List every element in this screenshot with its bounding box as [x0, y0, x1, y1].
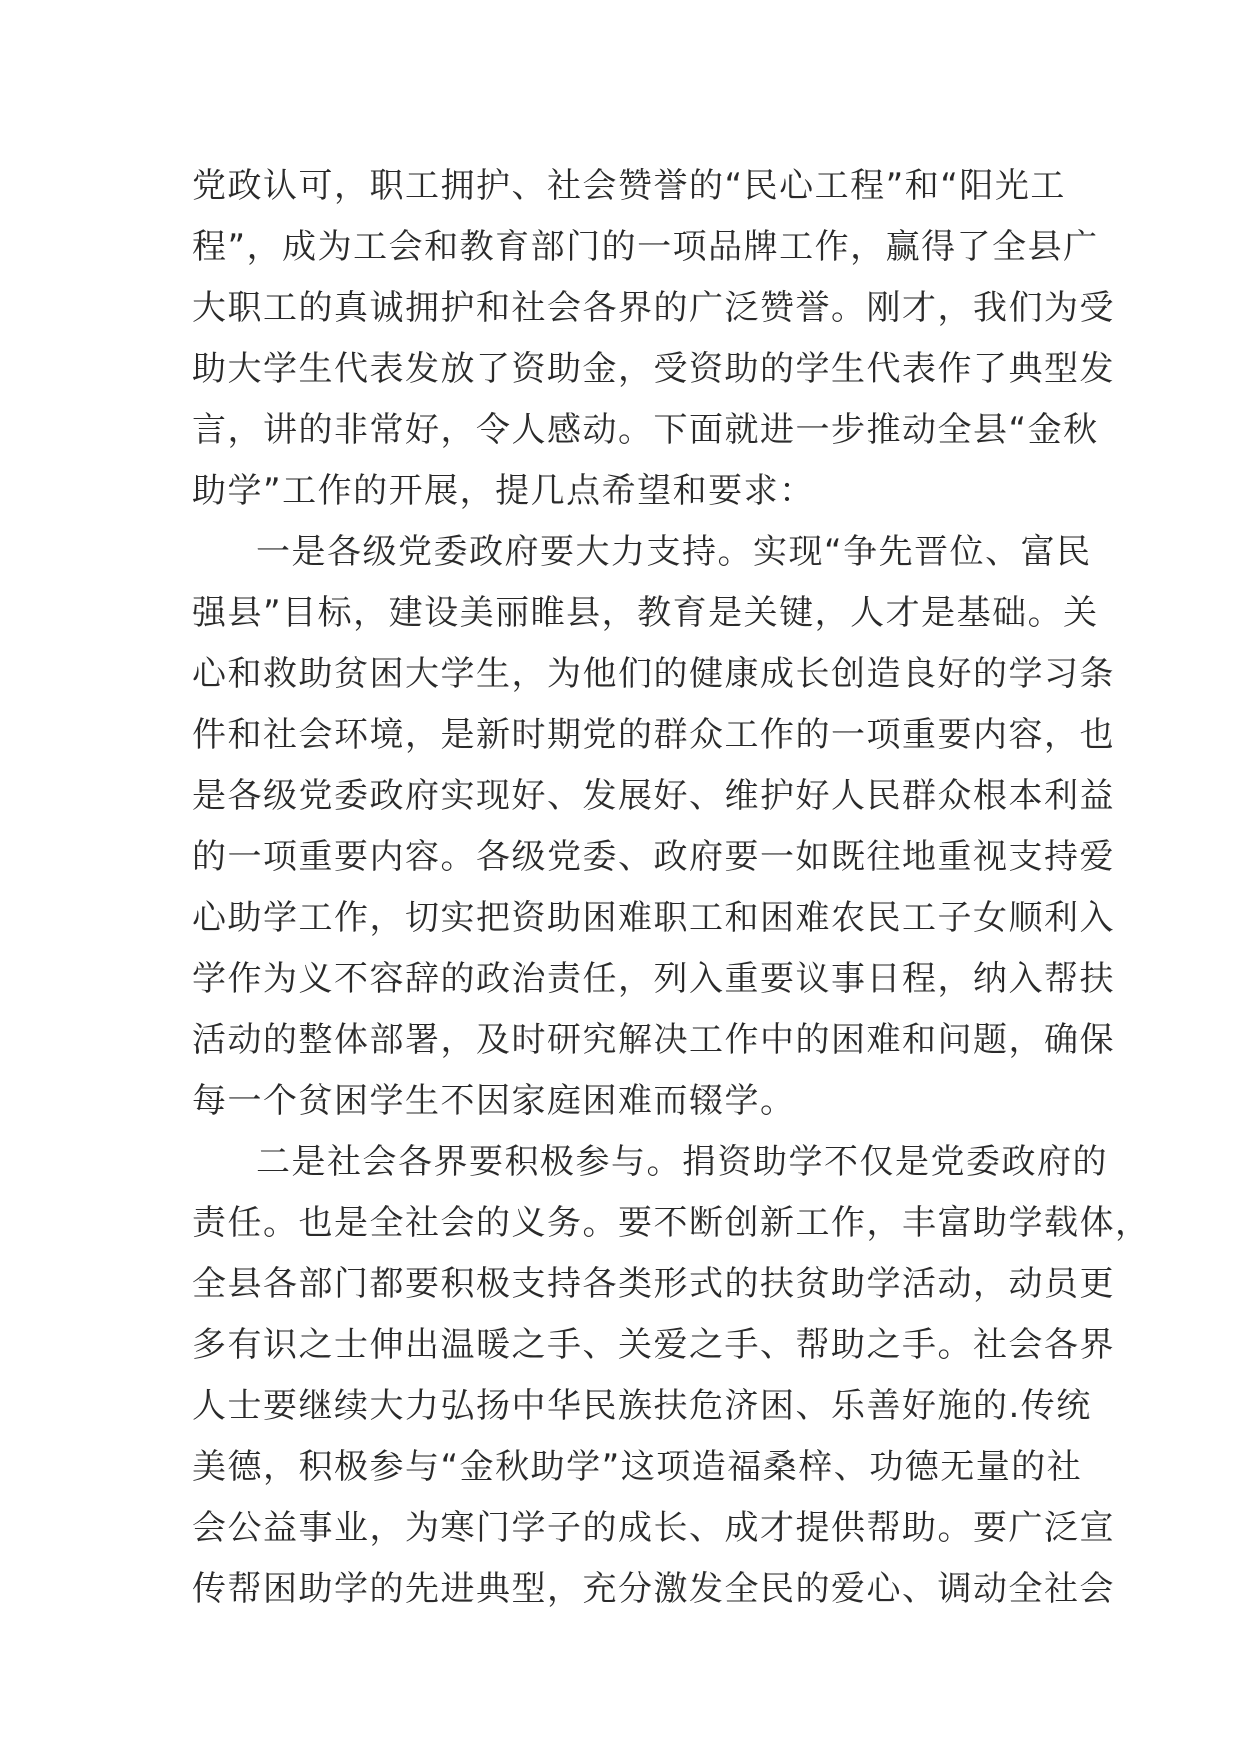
text-line: 全县各部门都要积极支持各类形式的扶贫助学活动，动员更 [192, 1264, 1115, 1304]
text-line: 学作为义不容辞的政治责任，列入重要议事日程，纳入帮扶 [192, 959, 1115, 999]
text-line: 言，讲的非常好，令人感动。下面就进一步推动全县“金秋 [192, 410, 1099, 450]
text-line: 心助学工作，切实把资助困难职工和困难农民工子女顺利入 [192, 898, 1115, 938]
text-line: 助大学生代表发放了资助金，受资助的学生代表作了典型发 [192, 349, 1115, 389]
text-line: 传帮困助学的先进典型，充分激发全民的爱心、调动全社会 [192, 1569, 1115, 1609]
text-line: 党政认可，职工拥护、社会赞誉的“民心工程”和“阳光工 [192, 166, 1066, 206]
text-line: 助学”工作的开展，提几点希望和要求： [192, 471, 815, 511]
text-line: 程”，成为工会和教育部门的一项品牌工作，赢得了全县广 [192, 227, 1099, 267]
text-line: 人士要继续大力弘扬中华民族扶危济困、乐善好施的.传统 [192, 1386, 1092, 1426]
text-line: 责任。也是全社会的义务。要不断创新工作，丰富助学载体， [192, 1203, 1151, 1243]
paragraph-first-line: 二是社会各界要积极参与。捐资助学不仅是党委政府的 [256, 1142, 1108, 1182]
text-line: 会公益事业，为寒门学子的成长、成才提供帮助。要广泛宣 [192, 1508, 1115, 1548]
text-line: 多有识之士伸出温暖之手、关爱之手、帮助之手。社会各界 [192, 1325, 1115, 1365]
text-line: 强县”目标，建设美丽睢县，教育是关键，人才是基础。关 [192, 593, 1099, 633]
paragraph-first-line: 一是各级党委政府要大力支持。实现“争先晋位、富民 [256, 532, 1092, 572]
text-line: 的一项重要内容。各级党委、政府要一如既往地重视支持爱 [192, 837, 1115, 877]
text-line: 大职工的真诚拥护和社会各界的广泛赞誉。刚才，我们为受 [192, 288, 1115, 328]
text-line: 美德，积极参与“金秋助学”这项造福桑梓、功德无量的社 [192, 1447, 1083, 1487]
text-line: 件和社会环境，是新时期党的群众工作的一项重要内容，也 [192, 715, 1115, 755]
text-line: 每一个贫困学生不因家庭困难而辍学。 [192, 1081, 796, 1121]
document-body [192, 156, 1151, 1620]
text-line: 活动的整体部署，及时研究解决工作中的困难和问题，确保 [192, 1020, 1115, 1060]
text-line: 心和救助贫困大学生，为他们的健康成长创造良好的学习条 [192, 654, 1115, 694]
text-line: 是各级党委政府实现好、发展好、维护好人民群众根本利益 [192, 776, 1115, 816]
